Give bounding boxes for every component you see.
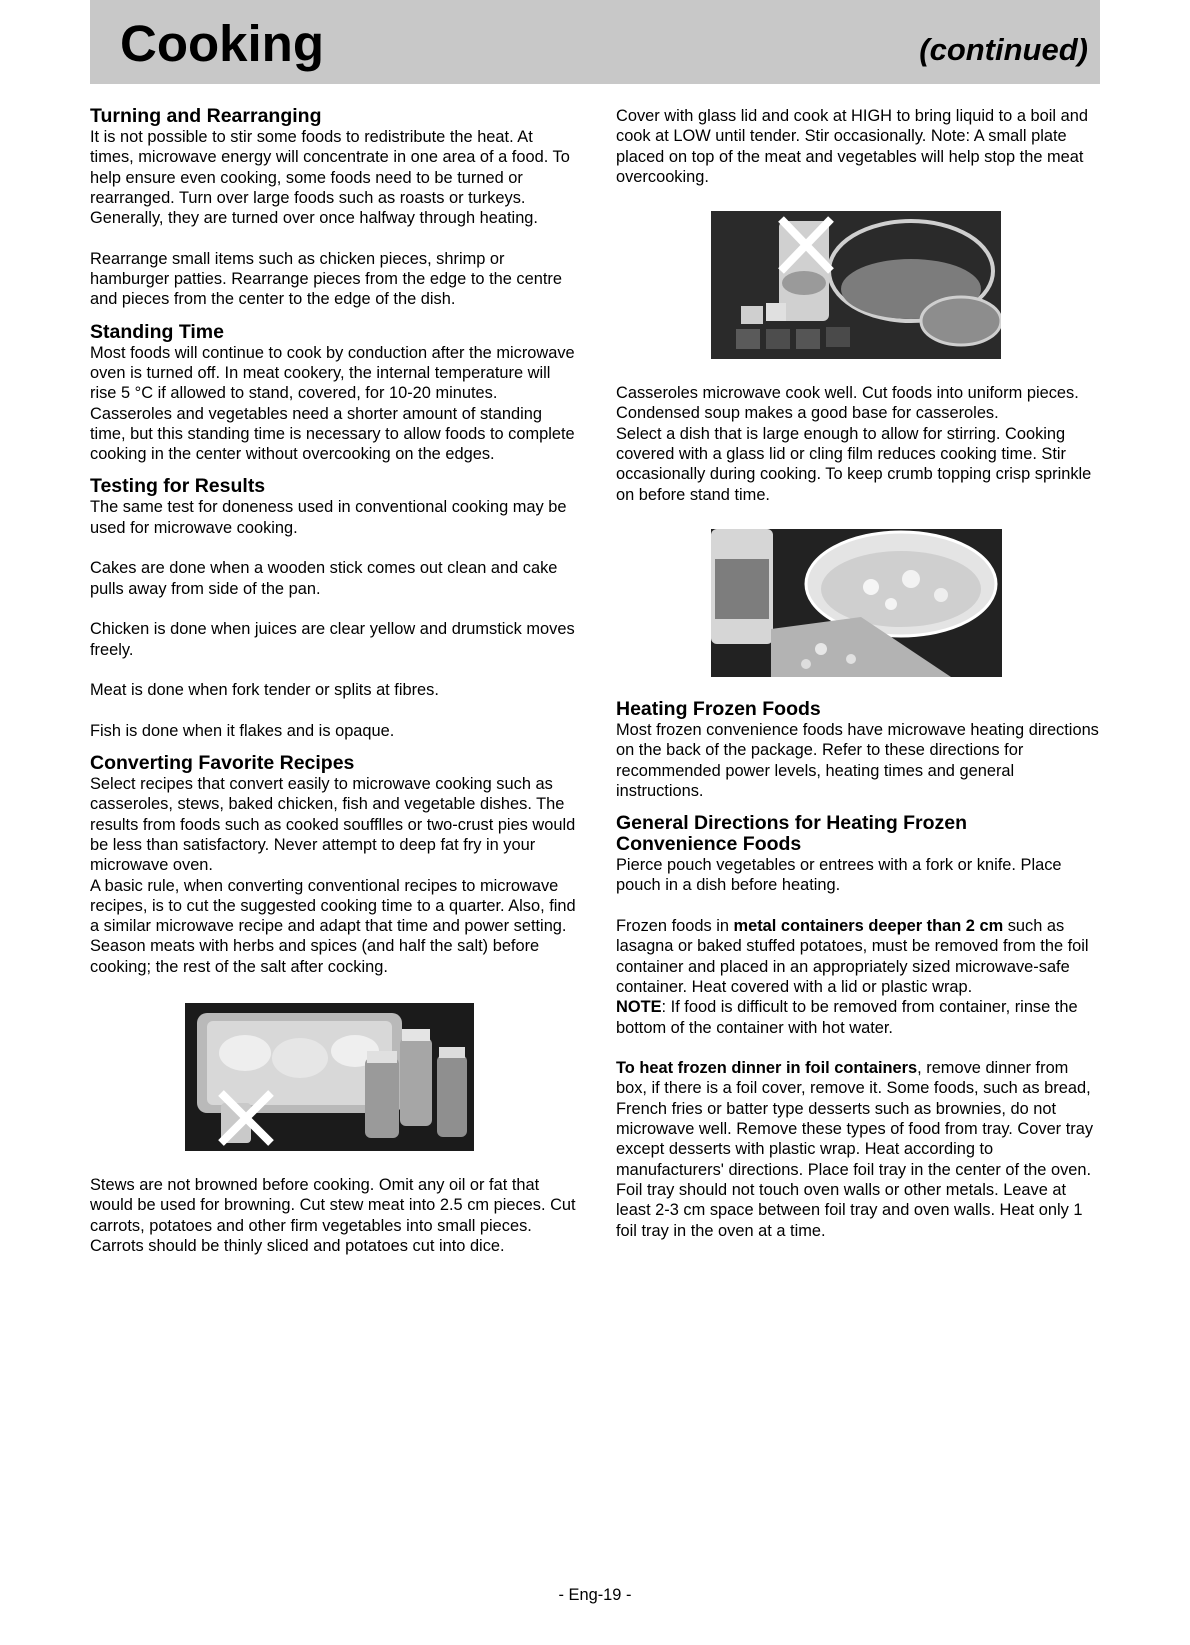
converting-paragraph-2: A basic rule, when converting conventional recipes to microwave recipes, is to cut the suggested cooking time to a quarter. Also, find a similar microwave recipe and adapt that time and power setting. Season meats with herbs and spices (and half the salt) before cooking; the rest of the salt after cocking. (90, 876, 576, 976)
heading-heating-frozen: Heating Frozen Foods (616, 697, 821, 720)
cover-paragraph: Cover with glass lid and cook at HIGH to bring liquid to a boil and cook at LOW until tender. Stir occasionally. Note: A small plate placed on top of the meat and vegetables will help stop the meat overcooking. (616, 107, 1088, 186)
testing-paragraph-4: Meat is done when fork tender or splits at fibres. (90, 681, 439, 700)
turning-paragraph-2: Rearrange small items such as chicken pieces, shrimp or hamburger patties. Rearrange pieces from the edge to the centre and pieces from the center to the edge of the dish. (90, 249, 562, 309)
heading-turning: Turning and Rearranging (90, 105, 322, 127)
photo-dish-with-spice-jars (185, 1003, 474, 1151)
converting-paragraph-1: Select recipes that convert easily to microwave cooking such as casseroles, stews, baked chicken, fish and vegetable dishes. The results from foods such as cooked soufflles or two-crust pies would be less than satisfactory. Never attempt to deep fat fry in your microwave oven. (90, 775, 576, 875)
casseroles-paragraph-1: Casseroles microwave cook well. Cut foods into uniform pieces. Condensed soup makes a good base for casseroles. (616, 384, 1079, 423)
testing-paragraph-5: Fish is done when it flakes and is opaque. (90, 721, 395, 740)
continued-label: (continued) (919, 32, 1088, 67)
standing-paragraph-2: Casseroles and vegetables need a shorter amount of standing time, but this standing time is necessary to allow foods to complete cooking in the center without overcooking on the edges. (90, 404, 575, 464)
heading-standing-time: Standing Time (90, 320, 224, 343)
heading-converting: Converting Favorite Recipes (90, 752, 355, 775)
testing-paragraph-3: Chicken is done when juices are clear yellow and drumstick moves freely. (90, 620, 575, 659)
page-header (90, 0, 1100, 84)
heading-general-directions-2: Convenience Foods (616, 833, 802, 856)
photo-casserole-with-soup-can (711, 529, 1002, 677)
standing-paragraph-1: Most foods will continue to cook by conduction after the microwave oven is turned off. In meat cookery, the internal temperature will rise 5 °C if allowed to stand, covered, for 10-20 minutes. (90, 343, 575, 403)
foil-containers-paragraph: To heat frozen dinner in foil containers, remove dinner from box, if there is a foil cover, remove it. Some foods, such as bread, French fries or batter type desserts such as brownies, do not microwave well. Remove these types of food from tray. Cover tray except desserts with plastic wrap. Heat according to manufacturers' directions. Place foil tray in the center of the oven. Foil tray should not touch oven walls or other metals. Leave at least 2-3 cm space between foil tray and oven walls. Heat only 1 foil tray in the oven at a time. (616, 1059, 1094, 1240)
left-column (90, 106, 580, 1256)
general-paragraph-1: Pierce pouch vegetables or entrees with a fork or knife. Place pouch in a dish before heating. (616, 856, 1062, 895)
heating-paragraph: Most frozen convenience foods have microwave heating directions on the back of the package. Refer to these directions for recommended power levels, heating times and general instructions. (616, 720, 1099, 800)
testing-paragraph-2: Cakes are done when a wooden stick comes out clean and cake pulls away from side of the pan. (90, 559, 558, 598)
casseroles-paragraph-2: Select a dish that is large enough to allow for stirring. Cooking covered with a glass lid or cling film reduces cooking time. Stir occasionally during cooking. To keep crumb topping crisp sprinkle on before stand time. (616, 424, 1092, 504)
page-title: Cooking (120, 15, 324, 72)
heading-general-directions-1: General Directions for Heating Frozen (616, 812, 968, 835)
testing-paragraph-1: The same test for doneness used in conventional cooking may be used for microwave cooking. (90, 498, 567, 537)
stews-paragraph: Stews are not browned before cooking. Omit any oil or fat that would be used for browning. Cut stew meat into 2.5 cm pieces. Cut carrots, potatoes and other firm vegetables into small pieces. Carrots should be thinly sliced and potatoes cut into dice. (90, 1175, 576, 1255)
right-column (616, 106, 1102, 1241)
note-paragraph: NOTE: If food is difficult to be removed from container, rinse the bottom of the container with hot water. (616, 998, 1078, 1037)
turning-paragraph-1: It is not possible to stir some foods to redistribute the heat. At times, microwave energy will concentrate in one area of a food. To help ensure even cooking, some foods need to be turned or rearranged. Turn over large foods such as roasts or turkeys. Generally, they are turned over once halfway through heating. (90, 128, 570, 228)
heading-testing: Testing for Results (90, 475, 266, 498)
photo-stew-ingredients (711, 211, 1001, 359)
page-number: - Eng-19 - (558, 1586, 632, 1604)
general-paragraph-2: Frozen foods in metal containers deeper than 2 cm such as lasagna or baked stuffed potatoes, must be removed from the foil container and placed in an appropriately sized microwave-safe container. Heat covered with a lid or plastic wrap. (616, 917, 1089, 996)
